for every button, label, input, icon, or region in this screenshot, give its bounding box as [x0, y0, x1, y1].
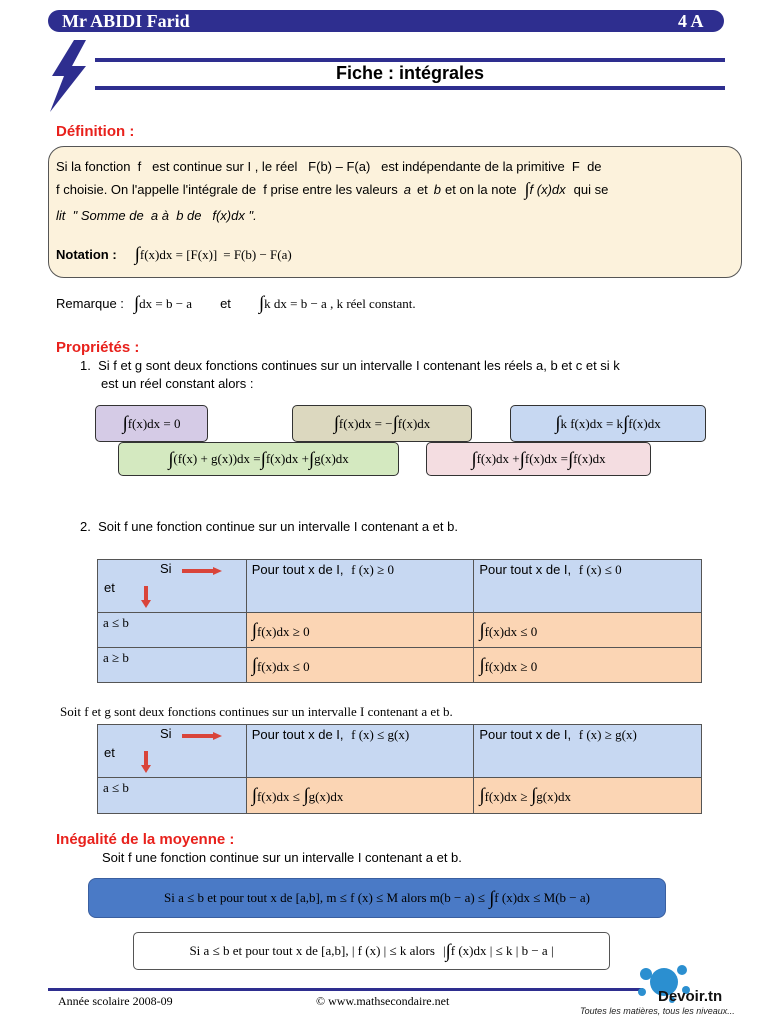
integral-sign-icon: ∫ [251, 619, 257, 641]
integral-sign-icon: ∫ [623, 413, 629, 434]
table-corner [98, 560, 247, 613]
integral-sign-icon: ∫ [168, 448, 174, 470]
property-expr: f(x)dx = − [338, 415, 393, 431]
properties-heading: Propriétés : [56, 339, 140, 356]
definition-line-1: Si la fonction f est continue sur I , le réel F(b) – F(a) est indépendante de la primitive F de [56, 159, 602, 174]
cell-expr: f(x)dx ≥ 0 [484, 658, 538, 674]
table-header-negative [474, 560, 702, 613]
property-expr-2: f(x)dx = [524, 451, 568, 466]
title-rule-bottom [95, 86, 725, 90]
comparison-table [97, 724, 702, 814]
integral-sign-icon: ∫ [479, 785, 485, 806]
row-label-text: a ≥ b [103, 650, 129, 665]
integral-sign-icon: ∫ [445, 940, 451, 962]
property-1-line-2: est un réel constant alors : [101, 376, 254, 391]
definition-line-2-text: f choisie. On l'appelle l'intégrale de f prise entre les valeurs [56, 181, 398, 197]
cell-expr: f(x)dx ≥ [484, 789, 528, 804]
row-label-text: a ≤ b [103, 615, 129, 630]
remark-row [56, 294, 416, 313]
property-box-constant [510, 405, 706, 442]
class-level: 4 A [678, 11, 704, 31]
mean-intro: Soit f une fonction continue sur un intervalle I contenant a et b. [102, 850, 462, 865]
table-et: et [104, 580, 115, 595]
row-label [98, 778, 247, 814]
integral-sign-icon: ∫ [134, 244, 140, 265]
definition-line-2-note: et on la note [445, 181, 517, 197]
table-cell [246, 613, 474, 648]
header-label: Pour tout x de I, [251, 562, 344, 577]
header-condition: f (x) ≥ 0 [351, 562, 395, 577]
integral-sign-icon: ∫ [303, 785, 309, 806]
property-expr-2: f(x)dx + [265, 451, 309, 466]
definition-heading: Définition : [56, 123, 135, 140]
page-title: Fiche : intégrales [335, 63, 485, 83]
logo-text: Devoir.tn [658, 988, 723, 1005]
table-si: Si [160, 561, 172, 576]
integral-sign-icon: ∫ [489, 887, 495, 909]
devoir-logo [574, 960, 764, 1020]
property-box-zero [95, 405, 208, 442]
lightning-logo-icon [46, 40, 92, 117]
property-expr: k f(x)dx = k [560, 415, 624, 431]
property-expr: (f(x) + g(x))dx = [173, 451, 261, 466]
row-label [98, 613, 247, 648]
integral-sign-icon: ∫ [567, 448, 574, 470]
mean-box-2-end: f (x)dx | ≤ k | b − a | [450, 943, 554, 958]
integral-sign-icon: ∫ [260, 448, 266, 470]
integral-sign-icon: ∫ [555, 413, 561, 434]
logo-slogan: Toutes les matières, tous les niveaux... [580, 1006, 735, 1016]
property-box-chasles [426, 442, 651, 476]
integral-sign-icon: ∫ [133, 293, 140, 314]
property-expr-2: f(x)dx [628, 415, 661, 431]
arrow-right-icon [182, 732, 222, 740]
integral-sign-icon: ∫ [531, 785, 537, 806]
table-cell [246, 778, 474, 814]
remark-expr-1: dx = b − a [139, 295, 193, 311]
var-a: a [403, 181, 411, 197]
property-expr: f(x)dx = 0 [127, 415, 181, 431]
cell-expr: f(x)dx ≤ [256, 789, 300, 804]
mean-heading: Inégalité de la moyenne : [56, 831, 235, 848]
table-corner [98, 725, 247, 778]
integral-sign-icon: ∫ [471, 448, 477, 470]
arrow-down-icon [141, 586, 151, 608]
property-expr-2: f(x)dx [397, 415, 431, 431]
cell-expr: f(x)dx ≤ 0 [484, 623, 538, 639]
integral-sign-icon: ∫ [524, 179, 530, 199]
integral-sign-icon: ∫ [479, 619, 485, 641]
website-credit: © www.mathsecondaire.net [316, 994, 450, 1008]
table-header-less [246, 725, 474, 778]
var-b: b [433, 181, 442, 197]
property-2-text: 2. Soit f une fonction continue sur un intervalle I contenant a et b. [80, 519, 458, 534]
property-expr-3: g(x)dx [314, 451, 349, 466]
arrow-right-icon [182, 567, 222, 575]
header-label: Pour tout x de I, [251, 727, 344, 742]
mean-box-1 [88, 878, 666, 918]
integral-sign-icon: ∫ [122, 413, 128, 434]
arrow-down-icon [141, 751, 151, 773]
table-2-intro: Soit f et g sont deux fonctions continues sur un intervalle I contenant a et b. [60, 704, 453, 719]
integral-sign-icon: ∫ [308, 448, 315, 470]
definition-line-2-end: qui se [573, 181, 609, 197]
integral-sign-icon: ∫ [519, 448, 525, 470]
school-year: Année scolaire 2008-09 [58, 994, 173, 1008]
table-et: et [104, 745, 115, 760]
cell-expr: f(x)dx ≥ 0 [256, 623, 310, 639]
property-box-sum [118, 442, 399, 476]
definition-line-2 [56, 180, 608, 198]
notation-rhs: = F(b) − F(a) [223, 246, 292, 262]
footer-rule [48, 988, 643, 991]
author-name: Mr ABIDI Farid [62, 11, 190, 31]
notation-row [56, 245, 292, 264]
table-header-positive [246, 560, 474, 613]
property-expr-3: f(x)dx [573, 451, 606, 466]
abs-bar: | [442, 943, 446, 958]
row-label-text: a ≤ b [103, 780, 129, 795]
remark-label: Remarque : [56, 296, 124, 311]
sign-table [97, 559, 702, 683]
integral-sign-icon: ∫ [251, 785, 257, 806]
integral-sign-icon: ∫ [251, 654, 257, 676]
notation-label: Notation : [56, 247, 117, 262]
note-expression: f (x)dx [529, 181, 566, 197]
header-condition: f (x) ≤ g(x) [351, 727, 410, 742]
notation-expression: f(x)dx = [F(x)] [139, 246, 218, 262]
remark-et: et [220, 296, 231, 311]
header-label: Pour tout x de I, [479, 727, 572, 742]
integral-sign-icon: ∫ [333, 413, 339, 434]
table-cell [474, 778, 702, 814]
property-1-line-1: 1. Si f et g sont deux fonctions continues sur un intervalle I contenant les réels a, b et c et si k [80, 358, 620, 373]
definition-line-3: lit " Somme de a à b de f(x)dx ". [56, 208, 257, 223]
integral-sign-icon: ∫ [392, 413, 398, 434]
mean-box-2 [133, 932, 610, 970]
table-cell [474, 613, 702, 648]
header-condition: f (x) ≥ g(x) [578, 727, 637, 742]
table-header-greater [474, 725, 702, 778]
remark-expr-2: k dx = b − a , k réel constant. [264, 295, 416, 311]
row-label [98, 648, 247, 683]
header-label: Pour tout x de I, [479, 562, 572, 577]
word-et: et [416, 181, 428, 197]
mean-box-2-text: Si a ≤ b et pour tout x de [a,b], | f (x) | ≤ k alors [189, 943, 435, 958]
cell-expr-2: g(x)dx [536, 789, 571, 804]
cell-expr: f(x)dx ≤ 0 [256, 658, 310, 674]
property-box-swap [292, 405, 472, 442]
mean-box-1-end: f (x)dx ≤ M(b − a) [494, 890, 590, 905]
integral-sign-icon: ∫ [479, 654, 485, 676]
property-expr: f(x)dx + [476, 451, 520, 466]
table-si: Si [160, 726, 172, 741]
header-condition: f (x) ≤ 0 [578, 562, 622, 577]
table-cell [474, 648, 702, 683]
integral-sign-icon: ∫ [258, 293, 265, 314]
table-cell [246, 648, 474, 683]
mean-box-1-text: Si a ≤ b et pour tout x de [a,b], m ≤ f (x) ≤ M alors m(b − a) ≤ [163, 890, 486, 905]
cell-expr-2: g(x)dx [308, 789, 344, 804]
